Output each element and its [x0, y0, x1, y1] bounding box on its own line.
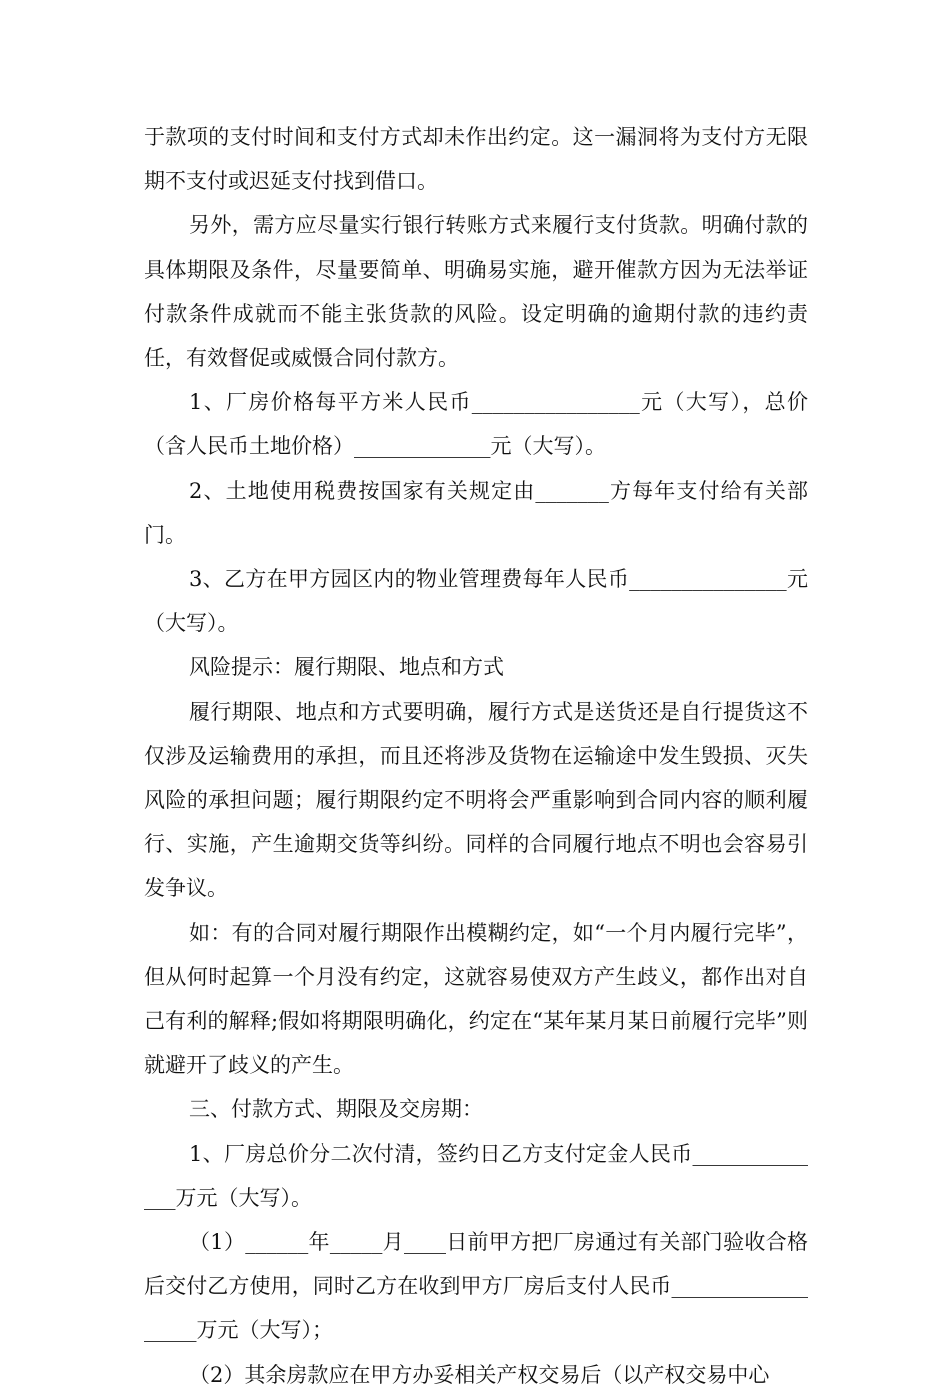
- paragraph-performance-terms: 履行期限、地点和方式要明确，履行方式是送货还是自行提货这不仅涉及运输费用的承担，而且还将涉及货物在运输途中发生毁损、灭失风险的承担问题；履行期限约定不明将会严重影响到合同内容的顺利履行、实施，产生逾期交货等纠纷。同样的合同履行地点不明也会容易引发争议。: [144, 699, 808, 901]
- paragraph-payment-loophole: 于款项的支付时间和支付方式却未作出约定。这一漏洞将为支付方无限期不支付或迟延支付找到借口。: [144, 125, 808, 194]
- paragraph-bank-transfer-advice: 另外，需方应尽量实行银行转账方式来履行支付货款。明确付款的具体期限及条件，尽量要简单、明确易实施，避开催款方因为无法举证付款条件成就而不能主张货款的风险。设定明确的逾期付款的违约责任，有效督促或威慑合同付款方。: [144, 213, 808, 371]
- clause-land-use-tax: 2、土地使用税费按国家有关规定由_______方每年支付给有关部门。: [144, 478, 808, 547]
- clause-property-management-fee: 3、乙方在甲方园区内的物业管理费每年人民币_______________元（大写）。: [144, 567, 808, 636]
- clause-delivery-and-payment: （1）______年_____月____日前甲方把厂房通过有关部门验收合格后交付乙方使用，同时乙方在收到甲方厂房后支付人民币__________________万元（大写）；: [144, 1230, 808, 1343]
- risk-notice-heading: 风险提示：履行期限、地点和方式: [189, 655, 504, 680]
- section-heading-payment-method: 三、付款方式、期限及交房期：: [189, 1097, 483, 1122]
- clause-installment-payment: 1、厂房总价分二次付清，签约日乙方支付定金人民币______________万元（大写）。: [144, 1141, 808, 1210]
- clause-remaining-payment: （2）其余房款应在甲方办妥相关产权交易后（以产权交易中心: [189, 1362, 770, 1387]
- clause-factory-price: 1、厂房价格每平方米人民币________________元（大写），总价（含人民币土地价格）_____________元（大写）。: [144, 390, 808, 459]
- document-body: [144, 115, 808, 1397]
- paragraph-example-deadline: 如：有的合同对履行期限作出模糊约定，如“一个月内履行完毕”，但从何时起算一个月没有约定，这就容易使双方产生歧义，都作出对自己有利的解释;假如将期限明确化，约定在“某年某月某日前履行完毕”则就避开了歧义的产生。: [144, 920, 808, 1078]
